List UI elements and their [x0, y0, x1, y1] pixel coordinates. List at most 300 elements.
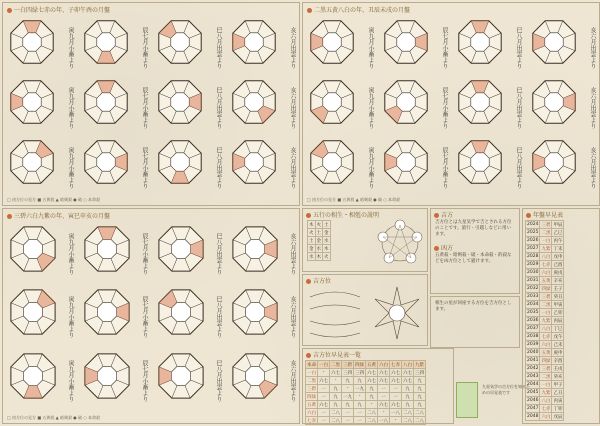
kyoho-text: 五黄殺・暗剣殺・破・本命殺・的殺などを凶方位として避けます。 — [435, 253, 512, 264]
gogyo-cell: 木 — [324, 246, 329, 252]
table-row — [526, 309, 564, 317]
table-cell: 庚申 — [553, 350, 563, 356]
month-compass-cell — [525, 15, 599, 75]
table-cell: 2045 — [527, 390, 539, 395]
gogyo-cell: 金 — [324, 230, 329, 236]
compass-octagon-icon — [7, 77, 57, 127]
star-diagram — [369, 285, 425, 341]
gogyo-cell: 火 — [309, 230, 314, 236]
table-cell: 丁巳 — [553, 326, 563, 332]
compass-octagon-icon — [155, 137, 205, 187]
table-cell: 丁未 — [553, 246, 563, 252]
gogyo-cell: 土 — [309, 238, 314, 244]
month-compass-cell — [303, 15, 377, 75]
month-compass-cell — [77, 15, 151, 75]
month-compass-cell — [151, 221, 225, 284]
month-label: 巳八月出雲より — [515, 27, 522, 69]
table-cell: 2037 — [527, 326, 539, 331]
table-cell: 九 — [354, 401, 366, 409]
table-cell: 一 — [378, 385, 390, 393]
panel-1-legend: □ 凶方位の見方 ■ 五黄殺 ▲ 暗剣殺 ● 破 ○ 本命殺 — [7, 197, 101, 202]
compass-octagon-icon — [381, 17, 431, 67]
month-label: 亥六月出雲より — [289, 147, 296, 189]
compass-octagon-icon — [155, 286, 207, 338]
compass-octagon-icon — [381, 77, 431, 127]
gogyo-row — [308, 221, 331, 229]
month-compass-cell — [3, 221, 77, 284]
table-cell: 2033 — [527, 294, 539, 299]
compass-octagon-icon — [229, 137, 279, 187]
compass-octagon-icon — [455, 77, 505, 127]
month-label: 亥六月出雲より — [589, 27, 596, 69]
arrow-diagram-section — [302, 274, 428, 346]
month-compass-cell — [77, 284, 151, 347]
quick-table-header: 六白 — [379, 362, 388, 368]
table-cell: - — [378, 409, 390, 417]
table-cell: 六白 — [541, 342, 551, 348]
table-cell: 己未 — [553, 342, 563, 348]
table-row — [306, 401, 426, 409]
table-cell: 2043 — [527, 374, 539, 379]
gogyo-cell: 木 — [309, 222, 314, 228]
table-cell: 甲子 — [553, 382, 563, 388]
table-cell: 二黒 — [307, 378, 316, 384]
table-cell: 六白 — [541, 270, 551, 276]
table-cell: 九 — [402, 393, 414, 401]
compass-octagon-icon — [529, 17, 579, 67]
year-table-title: 年盤早見表 — [523, 209, 599, 220]
table-cell: 己酉 — [553, 262, 563, 268]
table-cell: 一 — [390, 393, 402, 401]
month-label: 辰七月小畜より — [141, 359, 148, 402]
compass-octagon-icon — [229, 350, 281, 402]
month-label: 亥六月出雲より — [289, 27, 296, 69]
compass-octagon-icon — [307, 17, 357, 67]
panel-2 — [302, 2, 600, 206]
table-cell: 九紫 — [541, 246, 551, 252]
table-cell: 一 — [354, 417, 366, 425]
table-cell: 一九 — [343, 394, 352, 400]
table-cell: 九 — [354, 377, 366, 385]
quick-table-header: 本命 — [307, 362, 316, 368]
table-cell: 三碧 — [541, 222, 551, 228]
month-label: 辰七月小畜より — [141, 296, 148, 339]
gogyo-cell: 火 — [316, 222, 321, 228]
table-cell: 二黒 — [541, 302, 551, 308]
compass-octagon-icon — [529, 137, 579, 187]
table-cell: 乙巳 — [553, 230, 563, 236]
kichi-title: 吉方位 — [303, 275, 427, 286]
month-label: 巳八月出雲より — [515, 147, 522, 189]
table-cell: 戊辰 — [553, 414, 563, 420]
table-cell: 二八 — [367, 410, 376, 416]
compass-octagon-icon — [7, 223, 59, 275]
table-cell: 一 — [318, 385, 330, 393]
table-row — [526, 389, 564, 397]
panel-2-title: 二黒五黄八白の年、丑辰未戌の月盤 — [307, 5, 410, 14]
month-compass-cell — [451, 135, 525, 195]
table-cell: - — [390, 417, 402, 425]
gogyo-title: 五行の相生・相剋の説明 — [303, 209, 427, 220]
quick-table-header: 八白 — [403, 362, 412, 368]
month-compass-cell — [225, 221, 299, 284]
compass-octagon-icon — [7, 17, 57, 67]
quick-table-section — [302, 348, 454, 424]
table-cell: - — [354, 393, 366, 401]
quick-table-header: 二黒 — [331, 362, 340, 368]
table-row — [306, 377, 426, 385]
month-compass-cell — [225, 15, 299, 75]
table-cell: 2028 — [527, 254, 539, 259]
compass-octagon-icon — [81, 350, 133, 402]
table-cell: 九 — [414, 393, 426, 401]
table-cell: 2027 — [527, 246, 539, 251]
table-row — [526, 245, 564, 253]
month-label: 亥六月出雲より — [289, 296, 296, 339]
table-cell: 2032 — [527, 286, 539, 291]
table-cell: 二黒 — [541, 230, 551, 236]
compass-octagon-icon — [229, 17, 279, 67]
kichi-section — [430, 296, 520, 348]
table-cell: 一 — [318, 393, 330, 401]
quick-table-header: 五黄 — [367, 362, 376, 368]
month-compass-cell — [303, 75, 377, 135]
table-cell: 八白 — [541, 254, 551, 260]
month-compass-cell — [225, 75, 299, 135]
table-cell: 六七 — [367, 370, 376, 376]
month-label: 辰七月小畜より — [141, 233, 148, 275]
month-label: 寅九月小畜より — [67, 233, 74, 275]
panel-3-grid — [3, 221, 299, 411]
month-compass-cell — [377, 135, 451, 195]
table-row — [526, 277, 564, 285]
table-cell: 一八 — [391, 410, 400, 416]
quick-table-title: 吉方位早見表一覧 — [303, 349, 453, 360]
table-cell: 二八 — [403, 410, 412, 416]
table-row — [526, 269, 564, 277]
table-cell: 三碧 — [307, 386, 316, 392]
table-cell: 一 — [378, 393, 390, 401]
quick-table-header: 九紫 — [415, 362, 424, 368]
table-cell: 九 — [330, 401, 342, 409]
kigaku-text: 吉方位とは九星気学で吉とされる方位のことです。旅行・引越しなどに用います。 — [435, 220, 512, 237]
table-cell: 一白 — [541, 238, 551, 244]
month-label: 寅九月小畜より — [67, 87, 74, 129]
table-row — [526, 413, 564, 421]
table-cell: 丙辰 — [553, 318, 563, 324]
table-cell: 壬戌 — [553, 366, 563, 372]
month-label: 寅九月小畜より — [67, 359, 74, 402]
table-cell: 一白 — [541, 382, 551, 388]
month-label: 寅九月小畜より — [367, 147, 374, 189]
table-row — [526, 397, 564, 405]
gogyo-cell: 金 — [316, 238, 321, 244]
quick-table — [305, 360, 426, 425]
month-compass-cell — [451, 15, 525, 75]
compass-octagon-icon — [81, 77, 131, 127]
compass-octagon-icon — [307, 137, 357, 187]
gogyo-pentagon-diagram — [375, 219, 425, 267]
gogyo-row — [308, 253, 331, 261]
table-cell: 2038 — [527, 334, 539, 339]
table-cell: 九紫 — [541, 390, 551, 396]
month-label: 寅九月小畜より — [67, 27, 74, 69]
compass-octagon-icon — [529, 77, 579, 127]
month-compass-cell — [225, 135, 299, 195]
table-row — [526, 237, 564, 245]
compass-octagon-icon — [455, 137, 505, 187]
month-compass-cell — [77, 135, 151, 195]
table-cell: 庚戌 — [553, 270, 563, 276]
table-cell: 二八 — [403, 418, 412, 424]
table-cell: 二八 — [415, 418, 424, 424]
month-label: 巳八月出雲より — [215, 359, 222, 402]
table-cell: - — [318, 369, 330, 377]
panel-2-legend: □ 凶方位の見方 ■ 五黄殺 ▲ 暗剣殺 ● 破 ○ 本命殺 — [307, 197, 401, 202]
table-cell: 2039 — [527, 342, 539, 347]
panel-3-title: 三碧六白九紫の年、寅巳申亥の月盤 — [7, 211, 110, 220]
quick-table-header: 一白 — [319, 362, 328, 368]
month-compass-cell — [151, 284, 225, 347]
table-cell: 2035 — [527, 310, 539, 315]
month-label: 巳八月出雲より — [215, 147, 222, 189]
month-label: 亥六月出雲より — [289, 233, 296, 275]
table-cell: 九 — [330, 385, 342, 393]
table-cell: - — [330, 377, 342, 385]
table-cell: 六白 — [541, 414, 551, 420]
table-cell: 六七 — [403, 370, 412, 376]
compass-octagon-icon — [81, 17, 131, 67]
month-label: 巳八月出雲より — [215, 87, 222, 129]
table-cell: 乙丑 — [553, 390, 563, 396]
table-cell: 二八 — [331, 410, 340, 416]
seal-box — [456, 382, 478, 418]
quick-table-header: 四緑 — [355, 362, 364, 368]
gogyo-section — [302, 208, 428, 272]
month-compass-cell — [77, 221, 151, 284]
month-compass-cell — [3, 135, 77, 195]
table-cell: 四緑 — [541, 286, 551, 292]
quick-table-header: 三碧 — [343, 362, 352, 368]
table-row — [526, 301, 564, 309]
table-cell: 丁卯 — [553, 406, 563, 412]
table-cell: 2029 — [527, 262, 539, 267]
table-row — [526, 349, 564, 357]
table-cell: 2044 — [527, 382, 539, 387]
table-cell: 二八 — [415, 410, 424, 416]
gogyo-cell: 土 — [324, 222, 329, 228]
gogyo-row — [308, 245, 331, 253]
table-cell: 六七 — [403, 378, 412, 384]
table-row — [526, 293, 564, 301]
month-label: 亥六月出雲より — [289, 87, 296, 129]
month-label: 寅九月小畜より — [367, 27, 374, 69]
table-cell: 五黄 — [541, 278, 551, 284]
table-cell: 癸亥 — [553, 374, 563, 380]
month-label: 辰七月小畜より — [141, 27, 148, 69]
month-compass-cell — [151, 15, 225, 75]
table-cell: 六七 — [379, 402, 388, 408]
table-cell: 六七 — [391, 378, 400, 384]
month-compass-cell — [3, 75, 77, 135]
table-cell: 九 — [414, 385, 426, 393]
table-cell: 九紫 — [541, 318, 551, 324]
table-cell: 甲辰 — [553, 222, 563, 228]
month-label: 巳八月出雲より — [215, 296, 222, 339]
month-label: 辰七月小畜より — [141, 147, 148, 189]
gogyo-cell: 金 — [309, 246, 314, 252]
month-compass-cell — [525, 75, 599, 135]
compass-octagon-icon — [229, 77, 279, 127]
table-row — [306, 409, 426, 417]
table-cell: 六七 — [379, 378, 388, 384]
table-cell: 六七 — [391, 370, 400, 376]
table-row — [526, 333, 564, 341]
table-cell: 八白 — [541, 326, 551, 332]
kigaku-title: 吉方 — [431, 209, 519, 220]
compass-octagon-icon — [7, 137, 57, 187]
table-cell: 三碧 — [541, 294, 551, 300]
kyoho-title: 凶方 — [431, 242, 519, 253]
month-compass-cell — [3, 15, 77, 75]
month-compass-cell — [77, 75, 151, 135]
table-cell: 一 — [342, 417, 354, 425]
table-cell: 九 — [414, 401, 426, 409]
table-cell: 2026 — [527, 238, 539, 243]
month-label: 寅九月小畜より — [67, 147, 74, 189]
month-compass-cell — [377, 75, 451, 135]
month-label: 亥六月出雲より — [589, 147, 596, 189]
compass-octagon-icon — [155, 77, 205, 127]
table-cell: 六七 — [319, 378, 328, 384]
table-cell: 三四 — [343, 370, 352, 376]
table-cell: 2036 — [527, 318, 539, 323]
arrow-diagram — [305, 287, 365, 339]
table-cell: - — [366, 401, 378, 409]
table-cell: 三四 — [415, 370, 424, 376]
table-cell: 一 — [390, 385, 402, 393]
table-row — [526, 325, 564, 333]
table-cell: 戊申 — [553, 254, 563, 260]
table-row — [526, 229, 564, 237]
panel-1 — [2, 2, 300, 206]
gogyo-row — [308, 229, 331, 237]
quick-table-header: 七赤 — [391, 362, 400, 368]
month-label: 辰七月小畜より — [141, 87, 148, 129]
table-row — [526, 405, 564, 413]
compass-octagon-icon — [455, 17, 505, 67]
month-compass-cell — [151, 135, 225, 195]
table-cell: 六七 — [379, 370, 388, 376]
month-compass-cell — [3, 284, 77, 347]
compass-octagon-icon — [155, 17, 205, 67]
table-cell: 一八 — [379, 418, 388, 424]
table-cell: 丙寅 — [553, 398, 563, 404]
compass-octagon-icon — [229, 286, 281, 338]
gogyo-cell: 火 — [324, 254, 329, 260]
month-label: 巳八月出雲より — [215, 27, 222, 69]
year-table — [525, 220, 564, 421]
table-cell: 癸丑 — [553, 294, 563, 300]
month-compass-cell — [525, 135, 599, 195]
month-compass-cell — [303, 135, 377, 195]
table-cell: 九 — [342, 377, 354, 385]
table-row — [526, 317, 564, 325]
month-label: 亥六月出雲より — [589, 87, 596, 129]
panel-1-title: 一白四緑七赤の年、子卯午酉の月盤 — [7, 5, 110, 14]
table-cell: 二黒 — [541, 374, 551, 380]
table-cell: 一九 — [355, 386, 364, 392]
table-cell: 一白 — [307, 370, 316, 376]
month-label: 寅九月小畜より — [367, 87, 374, 129]
table-cell: 2042 — [527, 366, 539, 371]
kigaku-section — [430, 208, 520, 294]
table-cell: 戊午 — [553, 334, 563, 340]
month-label: 辰七月小畜より — [441, 27, 448, 69]
month-label: 亥六月出雲より — [289, 359, 296, 402]
table-cell: 2047 — [527, 406, 539, 411]
table-cell: 二八 — [367, 418, 376, 424]
table-cell: 三四 — [355, 370, 364, 376]
table-cell: 2041 — [527, 358, 539, 363]
table-cell: 九 — [414, 377, 426, 385]
table-cell: 2034 — [527, 302, 539, 307]
compass-octagon-icon — [229, 223, 281, 275]
table-cell: 九 — [330, 393, 342, 401]
month-compass-cell — [3, 348, 77, 411]
month-compass-cell — [225, 284, 299, 347]
month-compass-cell — [377, 15, 451, 75]
compass-octagon-icon — [307, 77, 357, 127]
month-compass-cell — [451, 75, 525, 135]
month-compass-cell — [151, 75, 225, 135]
table-cell: 2025 — [527, 230, 539, 235]
table-row — [306, 417, 426, 425]
compass-octagon-icon — [7, 286, 59, 338]
month-label: 寅九月小畜より — [67, 296, 74, 339]
table-cell: 一 — [354, 409, 366, 417]
table-cell: 七赤 — [541, 262, 551, 268]
table-row — [306, 369, 426, 377]
gogyo-table — [307, 220, 331, 261]
table-cell: 2046 — [527, 398, 539, 403]
table-cell: 辛酉 — [553, 358, 563, 364]
table-cell: 一 — [318, 417, 330, 425]
table-row — [526, 373, 564, 381]
table-cell: 八白 — [541, 398, 551, 404]
month-label: 巳八月出雲より — [215, 233, 222, 275]
table-cell: 四緑 — [541, 358, 551, 364]
table-cell: 七赤 — [541, 406, 551, 412]
compass-octagon-icon — [155, 350, 207, 402]
table-cell: 2030 — [527, 270, 539, 275]
table-row — [526, 365, 564, 373]
table-cell: 六白 — [307, 410, 316, 416]
table-cell: 四緑 — [307, 394, 316, 400]
table-cell: 九 — [366, 393, 378, 401]
table-cell: 一 — [342, 409, 354, 417]
panel-2-grid — [303, 15, 599, 195]
table-row — [526, 221, 564, 229]
compass-octagon-icon — [7, 350, 59, 402]
table-cell: 五黄 — [307, 402, 316, 408]
kichi-text: 相生の星が回座する方位を吉方位とします。 — [435, 301, 512, 312]
table-row — [526, 381, 564, 389]
footer-text: 九星気学の吉方位を知るための早見表です — [482, 384, 530, 395]
table-cell: 七赤 — [541, 334, 551, 340]
compass-octagon-icon — [81, 286, 133, 338]
month-compass-cell — [225, 348, 299, 411]
